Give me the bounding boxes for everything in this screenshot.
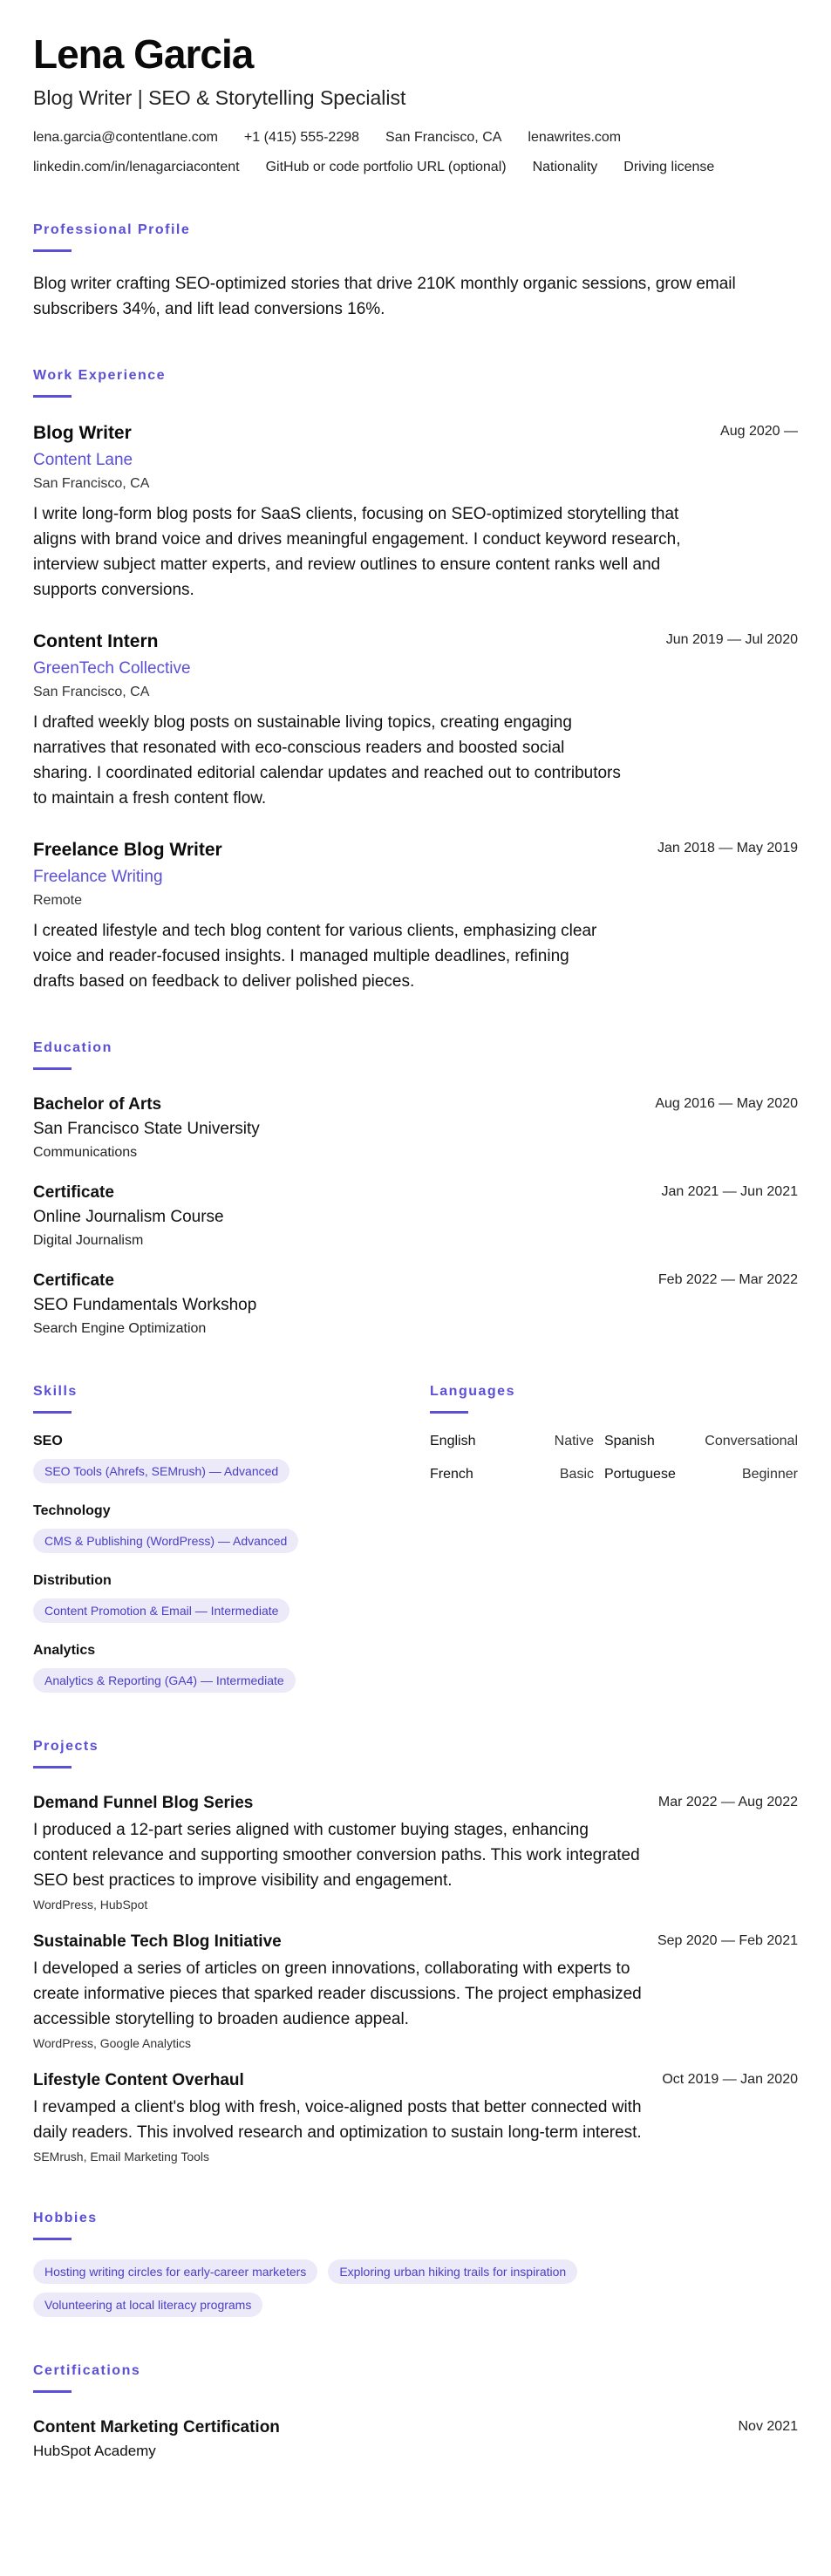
education-section bbox=[33, 1039, 798, 1338]
school: SEO Fundamentals Workshop bbox=[33, 1296, 257, 1314]
skill-pill: SEO Tools (Ahrefs, SEMrush) — Advanced bbox=[33, 1459, 289, 1483]
entry-dates: Jun 2019 — Jul 2020 bbox=[665, 632, 798, 647]
experience-entry bbox=[33, 422, 798, 603]
company-name: GreenTech Collective bbox=[33, 659, 191, 678]
project-description: I produced a 12-part series aligned with customer buying stages, enhancing content relevance and supporting smoother conversion paths. This work integrated SEO best practices to improve visibility and engagement. bbox=[33, 1821, 640, 1890]
job-title: Freelance Blog Writer bbox=[33, 840, 222, 860]
project-description: I developed a series of articles on green innovations, collaborating with experts to create informative pieces that sparked reader discussions. The project emphasized accessible storytelling to broaden audience appeal. bbox=[33, 1959, 642, 2028]
resume-header bbox=[33, 31, 798, 176]
section-divider bbox=[33, 395, 72, 398]
contact-website[interactable]: lenawrites.com bbox=[528, 130, 622, 145]
section-divider bbox=[33, 2238, 72, 2240]
school: Online Journalism Course bbox=[33, 1208, 224, 1226]
project-entry bbox=[33, 2070, 798, 2164]
language-item bbox=[430, 1433, 604, 1450]
section-title: Professional Profile bbox=[33, 222, 191, 237]
contact-nationality: Nationality bbox=[532, 160, 598, 174]
skill-category: Distribution bbox=[33, 1573, 112, 1588]
entry-dates: Jan 2018 — May 2019 bbox=[657, 841, 798, 855]
section-divider bbox=[33, 2390, 72, 2393]
language-name: Portuguese bbox=[604, 1467, 676, 1482]
degree: Bachelor of Arts bbox=[33, 1095, 162, 1114]
section-divider bbox=[430, 1411, 468, 1414]
section-title: Hobbies bbox=[33, 2211, 98, 2225]
job-location: San Francisco, CA bbox=[33, 685, 150, 699]
experience-entry bbox=[33, 839, 798, 994]
job-title: Blog Writer bbox=[33, 423, 132, 443]
contact-location: San Francisco, CA bbox=[385, 130, 502, 145]
hobby-list bbox=[33, 2251, 798, 2317]
skill-category: Technology bbox=[33, 1503, 111, 1518]
skills-section bbox=[33, 1383, 430, 1693]
contact-info bbox=[33, 129, 798, 176]
job-location: San Francisco, CA bbox=[33, 476, 150, 491]
language-level: Basic bbox=[559, 1467, 594, 1482]
entry-dates: Mar 2022 — Aug 2022 bbox=[657, 1795, 798, 1809]
degree: Certificate bbox=[33, 1271, 114, 1290]
hobby-pill: Hosting writing circles for early-career marketers bbox=[33, 2259, 317, 2284]
job-description: I drafted weekly blog posts on sustainable living topics, creating engaging narratives that resonated with eco-conscious readers and boosted social sharing. I coordinated editorial calendar updates and reached out to contributors to maintain a fresh content flow. bbox=[33, 713, 621, 808]
section-divider bbox=[33, 1766, 72, 1768]
education-entry bbox=[33, 1271, 798, 1338]
section-title: Skills bbox=[33, 1384, 78, 1399]
contact-portfolio[interactable]: GitHub or code portfolio URL (optional) bbox=[265, 160, 507, 174]
skill-group bbox=[33, 1503, 430, 1553]
language-name: Spanish bbox=[604, 1434, 655, 1448]
education-entry bbox=[33, 1182, 798, 1250]
skill-pill: CMS & Publishing (WordPress) — Advanced bbox=[33, 1529, 298, 1553]
contact-phone[interactable]: +1 (415) 555-2298 bbox=[243, 130, 360, 145]
languages-section bbox=[430, 1383, 798, 1693]
contact-license: Driving license bbox=[623, 160, 715, 174]
entry-dates: Oct 2019 — Jan 2020 bbox=[662, 2072, 798, 2087]
skill-pill: Content Promotion & Email — Intermediate bbox=[33, 1598, 289, 1623]
skill-category: SEO bbox=[33, 1434, 63, 1448]
job-location: Remote bbox=[33, 893, 83, 908]
language-level: Native bbox=[554, 1434, 594, 1448]
certification-issuer: HubSpot Academy bbox=[33, 2443, 156, 2459]
entry-dates: Aug 2016 — May 2020 bbox=[655, 1096, 798, 1111]
skills-languages-row bbox=[33, 1383, 798, 1693]
school: San Francisco State University bbox=[33, 1120, 260, 1138]
language-level: Beginner bbox=[741, 1467, 798, 1482]
hobby-pill: Volunteering at local literacy programs bbox=[33, 2293, 262, 2317]
certification-entry bbox=[33, 2417, 798, 2461]
language-item bbox=[604, 1466, 798, 1483]
contact-linkedin[interactable]: linkedin.com/in/lenagarciacontent bbox=[33, 160, 240, 174]
section-title: Work Experience bbox=[33, 368, 167, 383]
skill-group bbox=[33, 1433, 430, 1483]
profile-summary: Blog writer crafting SEO-optimized stories that drive 210K monthly organic sessions, grow email subscribers 34%, and lift lead conversions 16%. bbox=[33, 275, 736, 318]
entry-dates: Nov 2021 bbox=[738, 2419, 798, 2434]
language-item bbox=[604, 1433, 798, 1450]
experience-section bbox=[33, 367, 798, 994]
entry-dates: Sep 2020 — Feb 2021 bbox=[657, 1933, 798, 1948]
project-tech: WordPress, HubSpot bbox=[33, 1898, 148, 1912]
section-divider bbox=[33, 1067, 72, 1070]
project-description: I revamped a client's blog with fresh, voice-aligned posts that better connected with daily readers. This involved research and optimization to sustain long-term interest. bbox=[33, 2098, 642, 2142]
entry-dates: Feb 2022 — Mar 2022 bbox=[657, 1272, 798, 1287]
project-entry bbox=[33, 1932, 798, 2051]
language-name: English bbox=[430, 1434, 476, 1448]
company-name: Content Lane bbox=[33, 451, 133, 469]
skill-category: Analytics bbox=[33, 1643, 96, 1658]
projects-section bbox=[33, 1738, 798, 2164]
contact-email[interactable]: lena.garcia@contentlane.com bbox=[33, 130, 218, 145]
entry-dates: Aug 2020 — bbox=[720, 424, 798, 439]
job-title: Content Intern bbox=[33, 631, 159, 651]
entry-dates: Jan 2021 — Jun 2021 bbox=[661, 1184, 798, 1199]
project-entry bbox=[33, 1793, 798, 1912]
project-name: Sustainable Tech Blog Initiative bbox=[33, 1932, 282, 1951]
skill-pill: Analytics & Reporting (GA4) — Intermediate bbox=[33, 1668, 296, 1693]
language-item bbox=[430, 1466, 604, 1483]
company-name: Freelance Writing bbox=[33, 868, 163, 886]
project-name: Demand Funnel Blog Series bbox=[33, 1794, 254, 1812]
section-title: Projects bbox=[33, 1739, 99, 1754]
section-divider bbox=[33, 249, 72, 252]
field-of-study: Search Engine Optimization bbox=[33, 1321, 207, 1336]
hobby-pill: Exploring urban hiking trails for inspiration bbox=[328, 2259, 577, 2284]
project-tech: SEMrush, Email Marketing Tools bbox=[33, 2150, 210, 2164]
section-title: Certifications bbox=[33, 2363, 141, 2378]
job-description: I write long-form blog posts for SaaS clients, focusing on SEO-optimized storytelling that aligns with brand voice and drives meaningful engagement. I conduct keyword research, interview subject matter experts, and review outlines to ensure content ranks well and supports conversions. bbox=[33, 505, 681, 599]
language-level: Conversational bbox=[705, 1434, 798, 1448]
project-tech: WordPress, Google Analytics bbox=[33, 2036, 192, 2050]
skill-group bbox=[33, 1642, 430, 1693]
hobbies-section bbox=[33, 2210, 798, 2317]
candidate-name: Lena Garcia bbox=[33, 31, 254, 77]
language-name: French bbox=[430, 1467, 473, 1482]
section-title: Education bbox=[33, 1040, 112, 1055]
section-divider bbox=[33, 1411, 72, 1414]
certifications-section bbox=[33, 2362, 798, 2461]
experience-entry bbox=[33, 630, 798, 811]
skill-group bbox=[33, 1572, 430, 1623]
candidate-headline: Blog Writer | SEO & Storytelling Specialist bbox=[33, 86, 406, 109]
job-description: I created lifestyle and tech blog content for various clients, emphasizing clear voice and reader-focused insights. I managed multiple deadlines, refining drafts based on feedback to deliver polished pieces. bbox=[33, 922, 597, 991]
field-of-study: Communications bbox=[33, 1145, 138, 1160]
project-name: Lifestyle Content Overhaul bbox=[33, 2071, 244, 2089]
education-entry bbox=[33, 1094, 798, 1162]
section-title: Languages bbox=[430, 1384, 515, 1399]
certification-name: Content Marketing Certification bbox=[33, 2418, 280, 2436]
degree: Certificate bbox=[33, 1183, 114, 1202]
profile-section bbox=[33, 221, 798, 322]
field-of-study: Digital Journalism bbox=[33, 1233, 144, 1248]
